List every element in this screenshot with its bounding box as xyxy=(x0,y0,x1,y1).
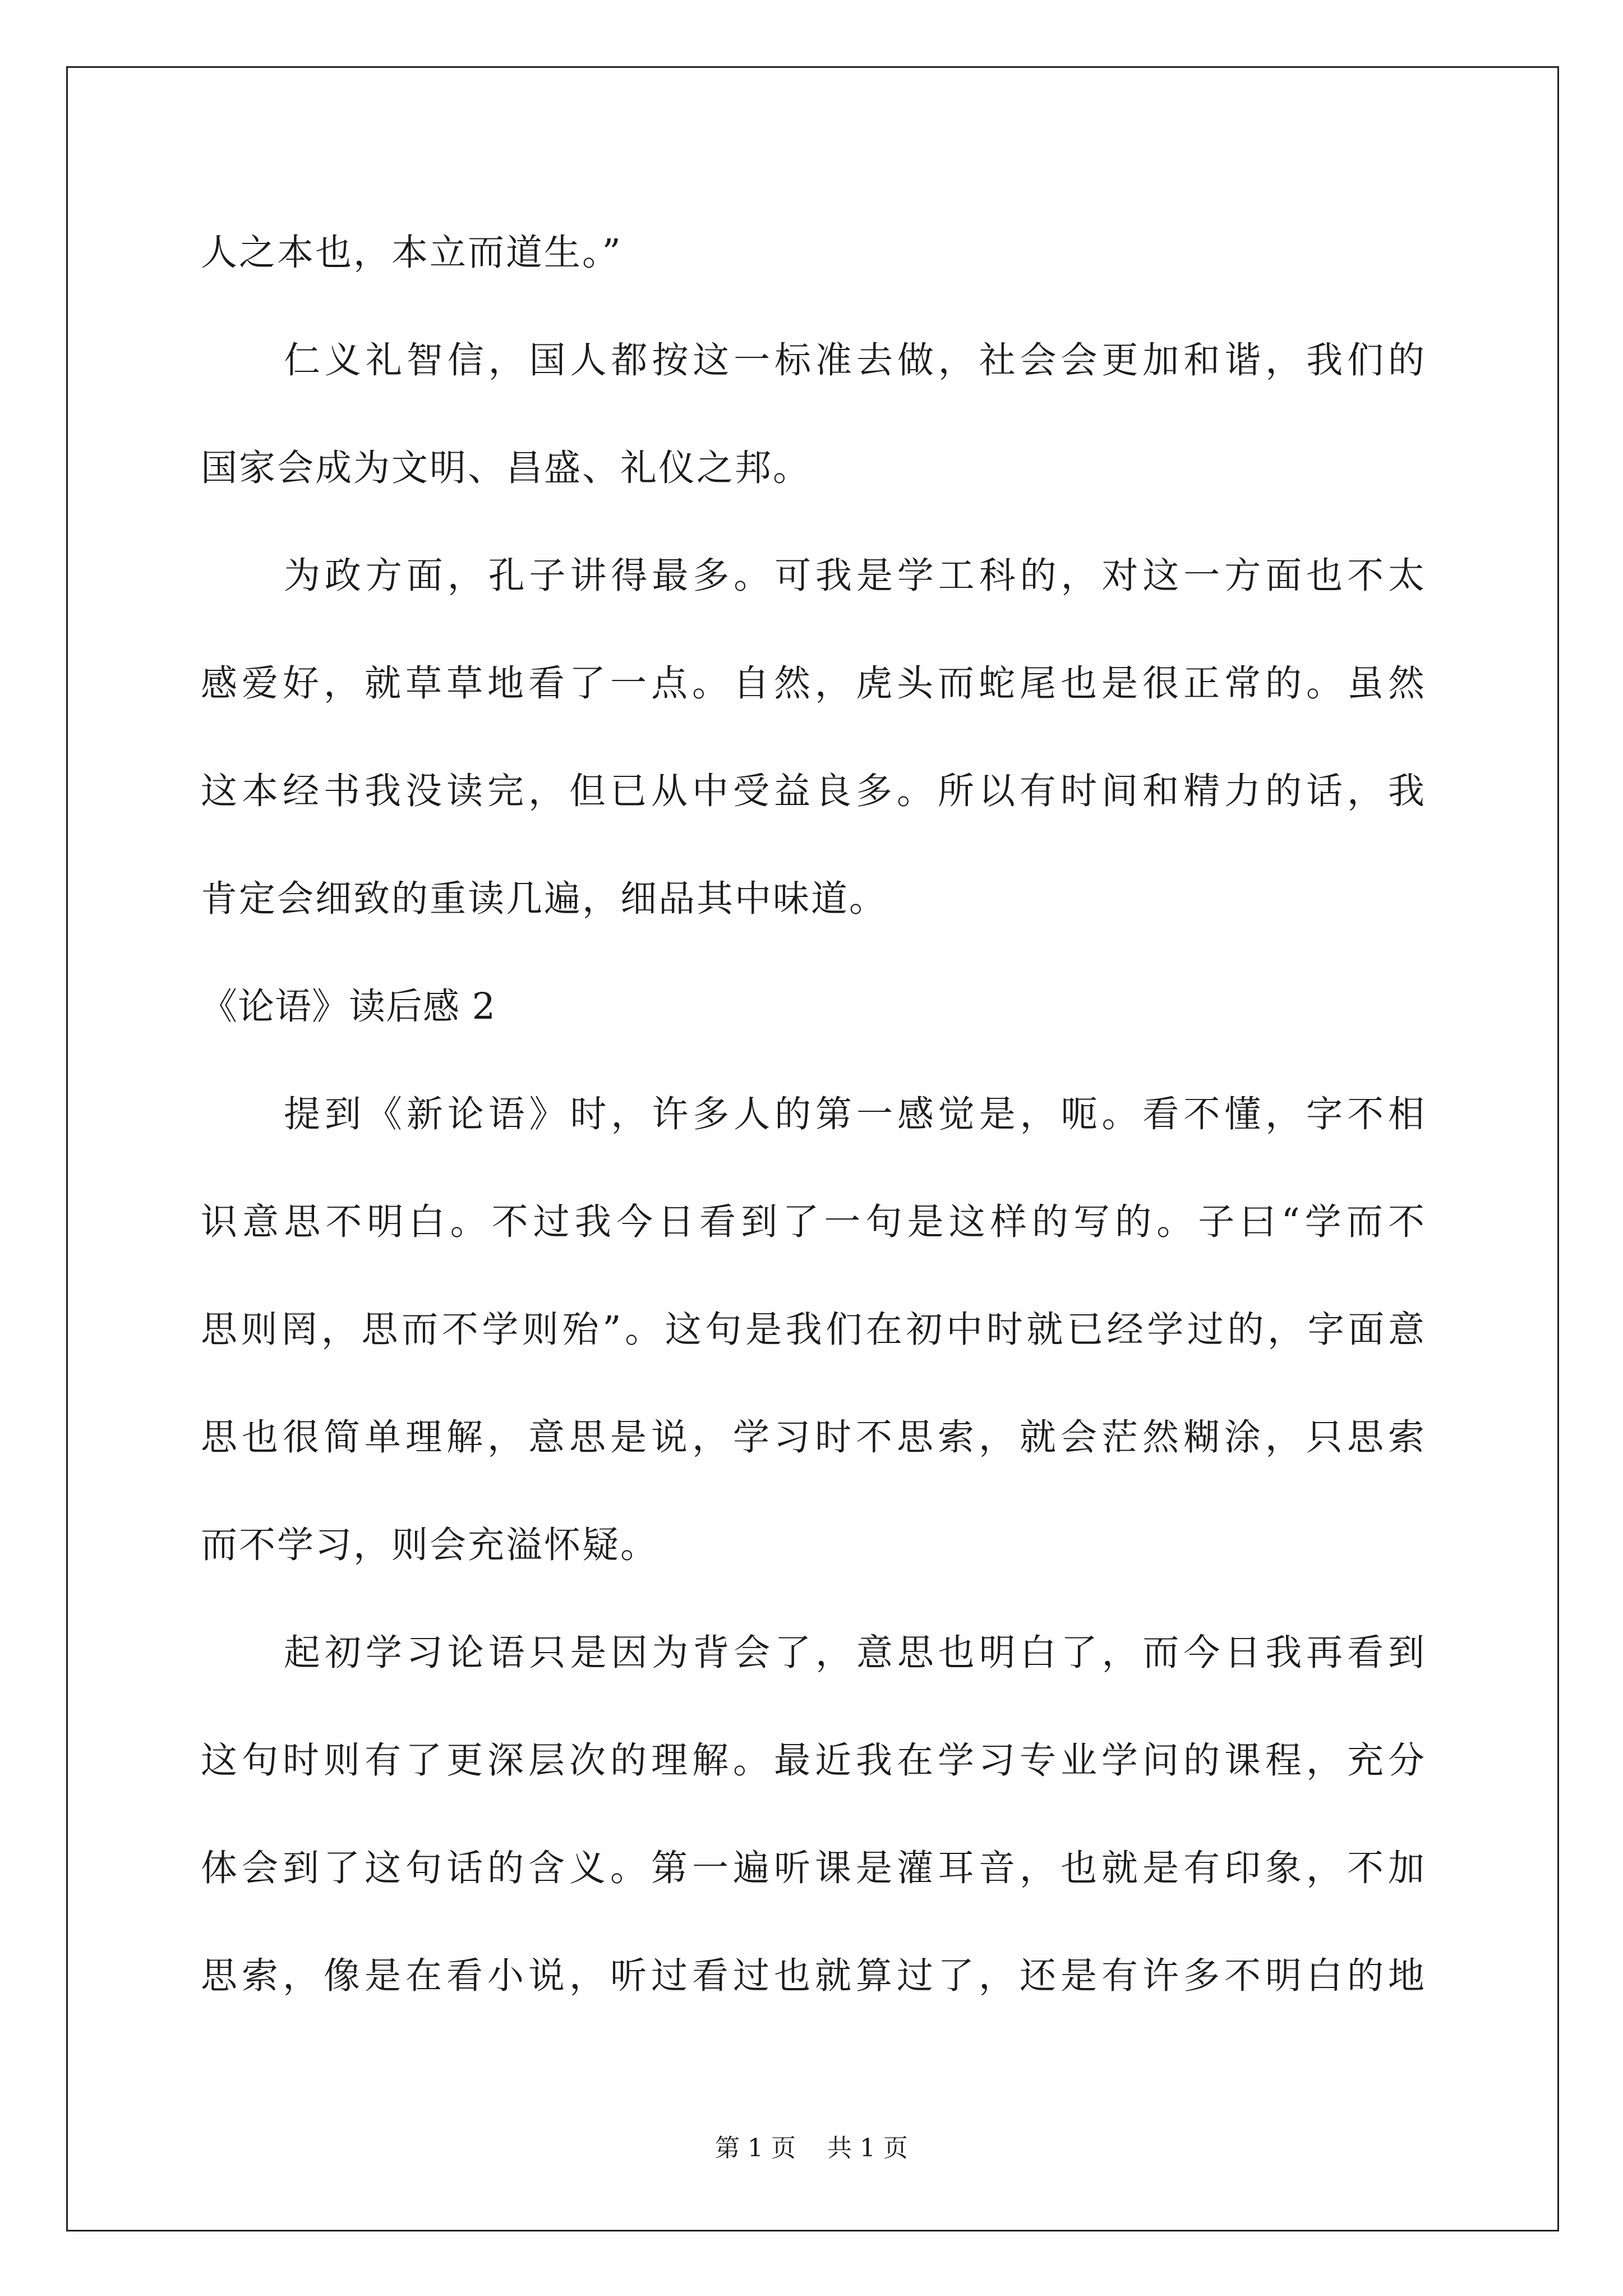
text-line: 国家会成为文明、昌盛、礼仪之邦。 xyxy=(201,447,811,489)
text-line: 人之本也，本立而道生。” xyxy=(201,232,623,274)
text-line: 起初学习论语只是因为背会了，意思也明白了，而今日我再看到 xyxy=(284,1632,1426,1674)
text-line: 思则罔，思而不学则殆”。这句是我们在初中时就已经学过的，字面意 xyxy=(201,1309,1426,1351)
section-heading: 《论语》读后感 2 xyxy=(201,986,496,1028)
text-line: 这本经书我没读完，但已从中受益良多。所以有时间和精力的话，我 xyxy=(201,770,1426,812)
text-line: 仁义礼智信，国人都按这一标准去做，社会会更加和谐，我们的 xyxy=(284,339,1426,381)
text-line: 思也很简单理解，意思是说，学习时不思索，就会茫然糊涂，只思索 xyxy=(201,1416,1426,1458)
text-line: 思索，像是在看小说，听过看过也就算过了，还是有许多不明白的地 xyxy=(201,1955,1426,1997)
text-line: 肯定会细致的重读几遍，细品其中味道。 xyxy=(201,878,888,920)
text-line: 而不学习，则会充溢怀疑。 xyxy=(201,1524,659,1566)
text-line: 提到《新论语》时，许多人的第一感觉是，呃。看不懂，字不相 xyxy=(284,1093,1426,1135)
text-line: 这句时则有了更深层次的理解。最近我在学习专业学问的课程，充分 xyxy=(201,1740,1426,1782)
text-line: 感爱好，就草草地看了一点。自然，虎头而蛇尾也是很正常的。虽然 xyxy=(201,662,1426,705)
page-footer: 第 1 页 共 1 页 xyxy=(715,2134,908,2162)
text-line: 识意思不明白。不过我今日看到了一句是这样的写的。子曰“学而不 xyxy=(201,1201,1426,1243)
text-line: 为政方面，孔子讲得最多。可我是学工科的，对这一方面也不太 xyxy=(284,555,1426,597)
text-line: 体会到了这句话的含义。第一遍听课是灌耳音，也就是有印象，不加 xyxy=(201,1847,1426,1889)
document-body xyxy=(201,199,1426,2030)
